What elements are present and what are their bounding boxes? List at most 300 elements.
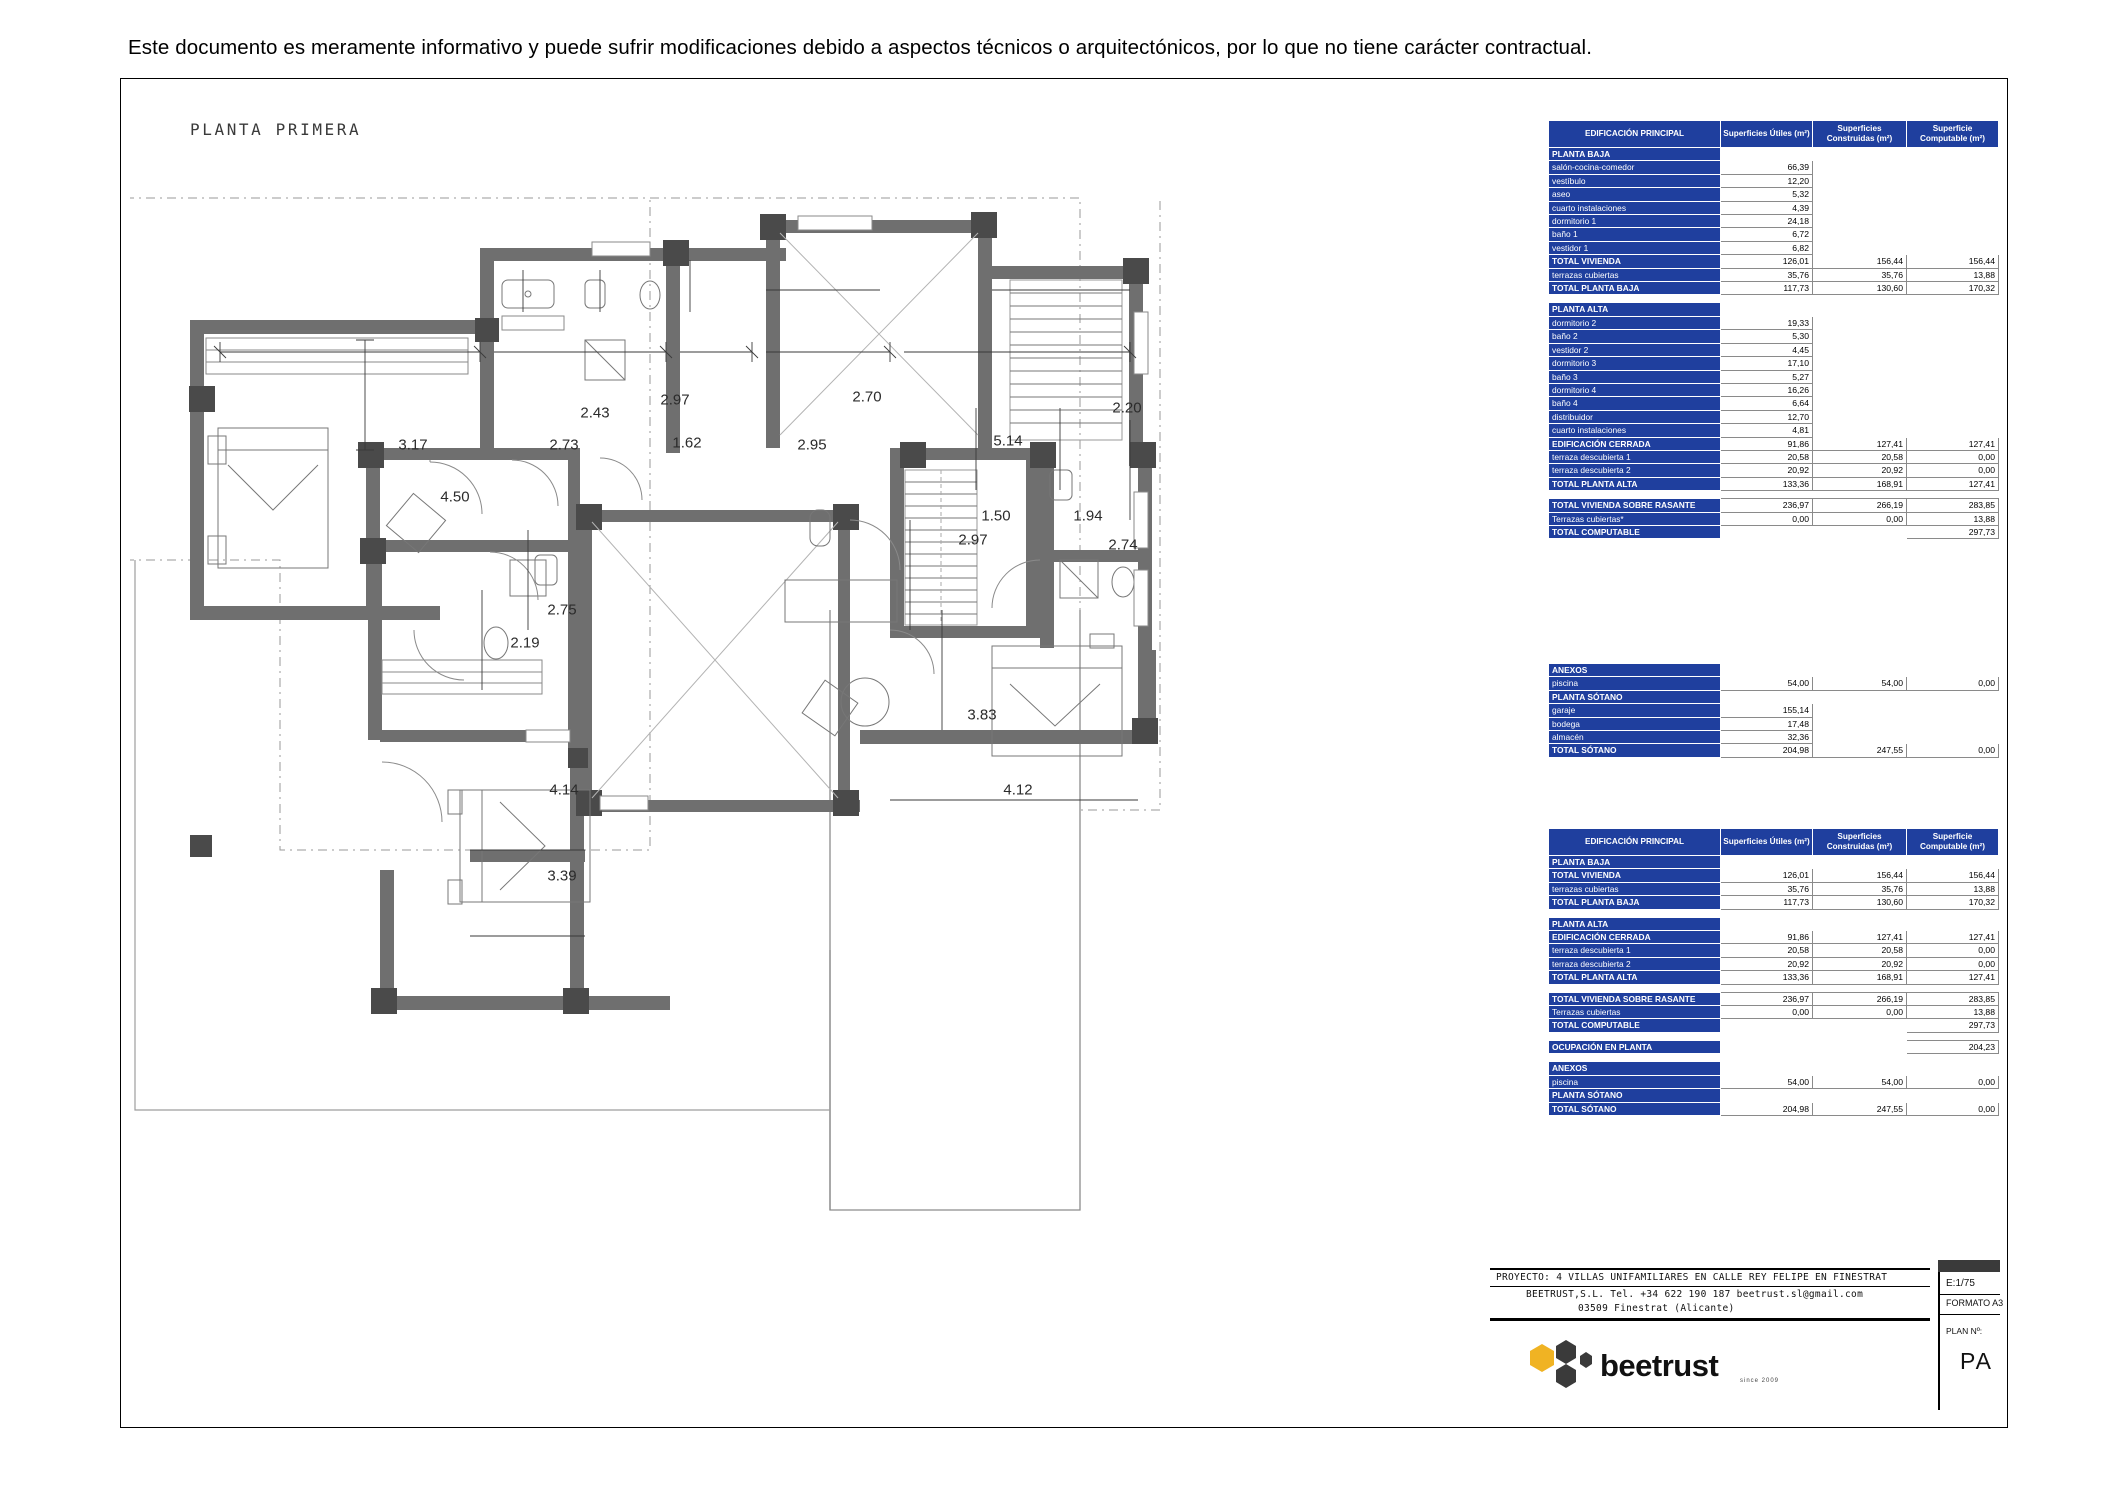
table-row-label: PLANTA ALTA (1549, 917, 1721, 930)
table-cell-value (1813, 856, 1907, 869)
table-header-cell: Superficies Útiles (m²) (1721, 121, 1813, 148)
table-row (1549, 869, 1999, 882)
table-row-label: almacén (1549, 731, 1721, 744)
table-cell-value: 0,00 (1813, 1006, 1907, 1019)
beetrust-logo-icon (1526, 1338, 1592, 1390)
table-row (1549, 188, 1999, 201)
table-row-label: TOTAL PLANTA BAJA (1549, 896, 1721, 909)
table-row (1549, 437, 1999, 450)
table-cell-value (1813, 731, 1907, 744)
scale-text: E:1/75 (1946, 1278, 1975, 1289)
dimension-label: 2.19 (510, 634, 540, 652)
table-cell-value: 155,14 (1721, 704, 1813, 717)
table-row-label: dormitorio 4 (1549, 383, 1721, 396)
table-row-label: vestidor 2 (1549, 343, 1721, 356)
table-row-label: Terrazas cubiertas (1549, 1006, 1721, 1019)
table-row (1549, 1075, 1999, 1088)
table-row (1549, 330, 1999, 343)
table-cell-value: 54,00 (1721, 677, 1813, 690)
table-row (1549, 1006, 1999, 1019)
table-cell-value: 35,76 (1721, 882, 1813, 895)
table-cell-value (1907, 397, 1999, 410)
table-row (1549, 704, 1999, 717)
table-cell-value (1721, 525, 1813, 538)
table-cell-value (1813, 215, 1907, 228)
floor-plan-drawing (130, 90, 1490, 1410)
table-cell-value: 4,45 (1721, 343, 1813, 356)
table-cell-value: 17,10 (1721, 357, 1813, 370)
table-cell-value: 236,97 (1721, 499, 1813, 512)
table-row (1549, 201, 1999, 214)
dimension-label: 3.17 (398, 436, 428, 454)
table-cell-value (1907, 664, 1999, 677)
table-cell-value (1721, 1019, 1813, 1032)
table-row (1549, 397, 1999, 410)
table-cell-value (1721, 1089, 1813, 1102)
table-cell-value: 13,88 (1907, 268, 1999, 281)
table-row (1549, 282, 1999, 295)
table-cell-value (1813, 228, 1907, 241)
table-header-cell: Superficies Útiles (m²) (1721, 829, 1813, 856)
tb-divider-v (1938, 1260, 1940, 1410)
table-row-label: baño 1 (1549, 228, 1721, 241)
table-cell-value (1907, 148, 1999, 161)
table-row-label: ANEXOS (1549, 664, 1721, 677)
table-cell-value (1907, 330, 1999, 343)
table-cell-value: 0,00 (1907, 1075, 1999, 1088)
table-row-label: PLANTA SÓTANO (1549, 1089, 1721, 1102)
table-cell-value (1907, 174, 1999, 187)
table-row (1549, 744, 1999, 757)
table-cell-value (1813, 148, 1907, 161)
project-text: PROYECTO: 4 VILLAS UNIFAMILIARES EN CALLE REY FELIPE EN FINESTRAT (1496, 1272, 1888, 1283)
table-cell-value: 127,41 (1907, 971, 1999, 984)
table-cell-value (1721, 148, 1813, 161)
annexes-table-wrap (1548, 663, 1999, 758)
table-row (1549, 1019, 1999, 1032)
table-header-cell: EDIFICACIÓN PRINCIPAL (1549, 121, 1721, 148)
table-cell-value: 32,36 (1721, 731, 1813, 744)
table-cell-value (1813, 917, 1907, 930)
table-cell-value (1907, 303, 1999, 316)
table-cell-value (1813, 161, 1907, 174)
table-row-label: dormitorio 1 (1549, 215, 1721, 228)
table-cell-value: 20,58 (1813, 450, 1907, 463)
table-cell-value (1907, 424, 1999, 437)
table-row-label: ANEXOS (1549, 1062, 1721, 1075)
table-cell-value (1721, 1040, 1813, 1053)
table-cell-value: 54,00 (1813, 677, 1907, 690)
table-cell-value (1813, 690, 1907, 703)
table-row (1549, 1102, 1999, 1115)
table-row (1549, 992, 1999, 1005)
table-cell-value: 204,98 (1721, 1102, 1813, 1115)
table-cell-value (1813, 383, 1907, 396)
table-cell-value (1907, 188, 1999, 201)
table-cell-value (1813, 410, 1907, 423)
table-cell-value: 12,20 (1721, 174, 1813, 187)
table-cell-value: 204,98 (1721, 744, 1813, 757)
table-cell-value: 156,44 (1907, 869, 1999, 882)
table-cell-value: 130,60 (1813, 282, 1907, 295)
table-row-label: PLANTA SÓTANO (1549, 690, 1721, 703)
table-header-cell: Superficie Computable (m²) (1907, 121, 1999, 148)
summary-table (1548, 828, 1999, 1116)
table-cell-value (1813, 188, 1907, 201)
table-cell-value: 247,55 (1813, 744, 1907, 757)
table-row-label: TOTAL COMPUTABLE (1549, 1019, 1721, 1032)
title-block (1490, 1260, 2004, 1410)
table-header-cell: Superficies Construidas (m²) (1813, 121, 1907, 148)
table-row (1549, 464, 1999, 477)
table-cell-value (1813, 201, 1907, 214)
table-cell-value: 0,00 (1907, 957, 1999, 970)
table-row (1549, 717, 1999, 730)
table-row (1549, 931, 1999, 944)
table-cell-value (1813, 303, 1907, 316)
table-row (1549, 499, 1999, 512)
table-cell-value: 35,76 (1721, 268, 1813, 281)
table-cell-value (1907, 161, 1999, 174)
table-row-label: terraza descubierta 2 (1549, 957, 1721, 970)
table-cell-value (1907, 704, 1999, 717)
table-cell-value: 20,58 (1813, 944, 1907, 957)
table-cell-value: 16,26 (1721, 383, 1813, 396)
table-row (1549, 477, 1999, 490)
table-row (1549, 424, 1999, 437)
table-cell-value: 54,00 (1721, 1075, 1813, 1088)
dimension-label: 1.50 (981, 507, 1011, 525)
format-text: FORMATO A3 (1946, 1298, 2004, 1308)
table-cell-value (1813, 1040, 1907, 1053)
table-spacer-row (1549, 295, 1999, 303)
logo-text: beetrust (1600, 1348, 1719, 1383)
table-cell-value: 35,76 (1813, 882, 1907, 895)
table-row-label: PLANTA BAJA (1549, 148, 1721, 161)
table-row-label: salón-cocina-comedor (1549, 161, 1721, 174)
table-cell-value: 297,73 (1907, 525, 1999, 538)
table-cell-value: 20,58 (1721, 944, 1813, 957)
table-row-label: terraza descubierta 1 (1549, 944, 1721, 957)
table-row (1549, 410, 1999, 423)
table-cell-value (1907, 316, 1999, 329)
table-cell-value (1907, 731, 1999, 744)
dimension-label: 2.20 (1112, 399, 1142, 417)
table-row (1549, 525, 1999, 538)
table-cell-value: 236,97 (1721, 992, 1813, 1005)
table-cell-value (1813, 370, 1907, 383)
table-cell-value: 5,27 (1721, 370, 1813, 383)
table-cell-value: 204,23 (1907, 1040, 1999, 1053)
table-cell-value: 5,32 (1721, 188, 1813, 201)
table-cell-value: 91,86 (1721, 437, 1813, 450)
table-cell-value: 126,01 (1721, 255, 1813, 268)
table-row-label: EDIFICACIÓN CERRADA (1549, 931, 1721, 944)
dimension-label: 5.14 (993, 432, 1023, 450)
disclaimer-text: Este documento es meramente informativo y puede sufrir modificaciones debido a aspectos técnicos o arquitectónicos, por lo que no tiene carácter contractual. (128, 36, 1593, 59)
logo-subtext: since 2009 (1740, 1378, 1780, 1384)
company-text: BEETRUST,S.L. Tel. +34 622 190 187 beetrust.sl@gmail.com (1526, 1289, 1864, 1300)
table-row (1549, 268, 1999, 281)
dimension-label: 4.50 (440, 488, 470, 506)
table-cell-value (1813, 664, 1907, 677)
table-cell-value (1813, 357, 1907, 370)
table-cell-value: 297,73 (1907, 1019, 1999, 1032)
table-row-label: vestíbulo (1549, 174, 1721, 187)
table-cell-value (1813, 1062, 1907, 1075)
tb-divider-top (1490, 1268, 1930, 1270)
table-row (1549, 856, 1999, 869)
table-row-label: terraza descubierta 1 (1549, 450, 1721, 463)
tb-divider-3 (1938, 1294, 2000, 1295)
table-cell-value (1813, 316, 1907, 329)
dimension-label: 4.12 (1003, 781, 1033, 799)
table-row-label: piscina (1549, 677, 1721, 690)
table-cell-value (1721, 1062, 1813, 1075)
table-cell-value (1721, 690, 1813, 703)
dimension-label: 2.75 (547, 601, 577, 619)
table-cell-value: 130,60 (1813, 896, 1907, 909)
table-row-label: TOTAL PLANTA BAJA (1549, 282, 1721, 295)
table-cell-value (1813, 1019, 1907, 1032)
table-row (1549, 316, 1999, 329)
dimension-label: 2.97 (958, 531, 988, 549)
table-cell-value (1907, 343, 1999, 356)
table-row-label: cuarto instalaciones (1549, 201, 1721, 214)
surface-table-main (1548, 120, 1999, 539)
table-cell-value: 126,01 (1721, 869, 1813, 882)
table-cell-value: 20,92 (1813, 957, 1907, 970)
table-header-cell: EDIFICACIÓN PRINCIPAL (1549, 829, 1721, 856)
table-cell-value: 4,81 (1721, 424, 1813, 437)
table-cell-value (1907, 370, 1999, 383)
table-cell-value (1907, 383, 1999, 396)
table-cell-value (1721, 917, 1813, 930)
tb-divider-4 (1938, 1314, 2000, 1315)
table-cell-value: 133,36 (1721, 477, 1813, 490)
table-cell-value: 0,00 (1721, 1006, 1813, 1019)
table-row (1549, 957, 1999, 970)
table-cell-value (1907, 856, 1999, 869)
table-row-label: bodega (1549, 717, 1721, 730)
plan-label: PLAN Nº: (1946, 1326, 1983, 1336)
table-row (1549, 255, 1999, 268)
dimension-label: 1.62 (672, 434, 702, 452)
table-cell-value (1813, 330, 1907, 343)
table-cell-value: 6,64 (1721, 397, 1813, 410)
table-cell-value (1813, 1089, 1907, 1102)
table-row-label: baño 4 (1549, 397, 1721, 410)
table-cell-value: 13,88 (1907, 512, 1999, 525)
table-cell-value (1721, 856, 1813, 869)
table-row (1549, 664, 1999, 677)
table-row-label: dormitorio 2 (1549, 316, 1721, 329)
table-row-label: TOTAL SÓTANO (1549, 1102, 1721, 1115)
table-cell-value (1813, 241, 1907, 254)
table-cell-value: 20,92 (1721, 957, 1813, 970)
table-cell-value: 266,19 (1813, 499, 1907, 512)
dimension-label: 3.39 (547, 867, 577, 885)
table-cell-value: 127,41 (1813, 931, 1907, 944)
table-row (1549, 677, 1999, 690)
surface-table-main-wrap (1548, 120, 1999, 539)
table-row-label: cuarto instalaciones (1549, 424, 1721, 437)
table-cell-value: 283,85 (1907, 992, 1999, 1005)
table-cell-value (1907, 690, 1999, 703)
table-cell-value: 12,70 (1721, 410, 1813, 423)
table-cell-value: 133,36 (1721, 971, 1813, 984)
table-cell-value (1907, 410, 1999, 423)
table-cell-value (1813, 717, 1907, 730)
table-cell-value (1813, 174, 1907, 187)
table-cell-value: 66,39 (1721, 161, 1813, 174)
dimension-label: 1.94 (1073, 507, 1103, 525)
dimension-label: 2.97 (660, 391, 690, 409)
table-row-label: piscina (1549, 1075, 1721, 1088)
table-cell-value (1813, 525, 1907, 538)
table-row (1549, 896, 1999, 909)
dimension-label: 2.73 (549, 436, 579, 454)
table-row-label: TOTAL VIVIENDA SOBRE RASANTE (1549, 992, 1721, 1005)
page-title: PLANTA PRIMERA (190, 120, 362, 139)
table-cell-value: 0,00 (1907, 450, 1999, 463)
table-row (1549, 161, 1999, 174)
table-header-cell: Superficie Computable (m²) (1907, 829, 1999, 856)
plan-number: PA (1960, 1348, 1993, 1374)
table-row (1549, 731, 1999, 744)
table-cell-value: 127,41 (1907, 931, 1999, 944)
table-row (1549, 917, 1999, 930)
table-row-label: vestidor 1 (1549, 241, 1721, 254)
dimension-label: 2.95 (797, 436, 827, 454)
table-row-label: terraza descubierta 2 (1549, 464, 1721, 477)
table-cell-value: 127,41 (1907, 437, 1999, 450)
table-cell-value: 13,88 (1907, 882, 1999, 895)
table-row (1549, 882, 1999, 895)
table-cell-value: 0,00 (1721, 512, 1813, 525)
table-row-label: terrazas cubiertas (1549, 268, 1721, 281)
table-cell-value (1907, 201, 1999, 214)
table-row-label: aseo (1549, 188, 1721, 201)
table-cell-value: 168,91 (1813, 971, 1907, 984)
table-cell-value: 266,19 (1813, 992, 1907, 1005)
table-row (1549, 228, 1999, 241)
table-cell-value (1907, 228, 1999, 241)
table-row (1549, 343, 1999, 356)
table-row (1549, 1062, 1999, 1075)
dimension-label: 2.43 (580, 404, 610, 422)
table-spacer-row (1549, 984, 1999, 992)
table-cell-value: 0,00 (1907, 1102, 1999, 1115)
table-row (1549, 148, 1999, 161)
dimension-label: 3.83 (967, 706, 997, 724)
table-cell-value: 91,86 (1721, 931, 1813, 944)
table-row (1549, 215, 1999, 228)
table-row (1549, 174, 1999, 187)
table-header-row (1549, 829, 1999, 856)
table-cell-value: 5,30 (1721, 330, 1813, 343)
address-text: 03509 Finestrat (Alicante) (1578, 1303, 1735, 1314)
table-row (1549, 370, 1999, 383)
table-cell-value: 170,32 (1907, 282, 1999, 295)
table-row (1549, 450, 1999, 463)
table-cell-value: 24,18 (1721, 215, 1813, 228)
table-row (1549, 241, 1999, 254)
table-cell-value: 20,92 (1813, 464, 1907, 477)
table-cell-value: 168,91 (1813, 477, 1907, 490)
table-cell-value (1813, 343, 1907, 356)
table-row-label: PLANTA BAJA (1549, 856, 1721, 869)
annexes-table (1548, 663, 1999, 758)
table-row-label: TOTAL PLANTA ALTA (1549, 971, 1721, 984)
table-cell-value (1813, 397, 1907, 410)
table-header-cell: Superficies Construidas (m²) (1813, 829, 1907, 856)
dimension-label: 4.14 (549, 781, 579, 799)
dimension-label: 2.74 (1108, 536, 1138, 554)
table-cell-value (1907, 1089, 1999, 1102)
table-cell-value: 127,41 (1907, 477, 1999, 490)
table-cell-value: 17,48 (1721, 717, 1813, 730)
table-row-label: distribuidor (1549, 410, 1721, 423)
table-cell-value (1721, 303, 1813, 316)
table-row-label: dormitorio 3 (1549, 357, 1721, 370)
table-row (1549, 512, 1999, 525)
table-row-label: OCUPACIÓN EN PLANTA (1549, 1040, 1721, 1053)
table-row (1549, 690, 1999, 703)
table-cell-value: 0,00 (1907, 944, 1999, 957)
table-row-label: TOTAL VIVIENDA (1549, 255, 1721, 268)
table-cell-value (1813, 424, 1907, 437)
table-cell-value: 156,44 (1907, 255, 1999, 268)
table-row-label: TOTAL COMPUTABLE (1549, 525, 1721, 538)
table-cell-value (1907, 215, 1999, 228)
table-cell-value (1907, 917, 1999, 930)
table-cell-value: 35,76 (1813, 268, 1907, 281)
table-cell-value (1907, 357, 1999, 370)
table-cell-value: 283,85 (1907, 499, 1999, 512)
table-cell-value: 156,44 (1813, 255, 1907, 268)
table-cell-value: 117,73 (1721, 896, 1813, 909)
table-row (1549, 1040, 1999, 1053)
table-cell-value: 19,33 (1721, 316, 1813, 329)
tb-corner-block (1938, 1260, 2000, 1272)
table-cell-value: 54,00 (1813, 1075, 1907, 1088)
table-row (1549, 944, 1999, 957)
table-row-label: baño 3 (1549, 370, 1721, 383)
table-row-label: TOTAL VIVIENDA SOBRE RASANTE (1549, 499, 1721, 512)
table-row (1549, 383, 1999, 396)
table-cell-value: 20,58 (1721, 450, 1813, 463)
dimension-label: 2.70 (852, 388, 882, 406)
table-row-label: TOTAL PLANTA ALTA (1549, 477, 1721, 490)
table-cell-value (1907, 717, 1999, 730)
table-cell-value: 0,00 (1907, 677, 1999, 690)
table-cell-value: 6,72 (1721, 228, 1813, 241)
table-row-label: PLANTA ALTA (1549, 303, 1721, 316)
table-cell-value: 127,41 (1813, 437, 1907, 450)
table-row (1549, 303, 1999, 316)
table-spacer-row (1549, 1054, 1999, 1062)
table-row-label: baño 2 (1549, 330, 1721, 343)
table-cell-value (1721, 664, 1813, 677)
table-cell-value (1907, 241, 1999, 254)
table-cell-value: 6,82 (1721, 241, 1813, 254)
table-row (1549, 1089, 1999, 1102)
table-cell-value: 247,55 (1813, 1102, 1907, 1115)
table-row-label: TOTAL SÓTANO (1549, 744, 1721, 757)
table-header-row (1549, 121, 1999, 148)
table-row (1549, 357, 1999, 370)
